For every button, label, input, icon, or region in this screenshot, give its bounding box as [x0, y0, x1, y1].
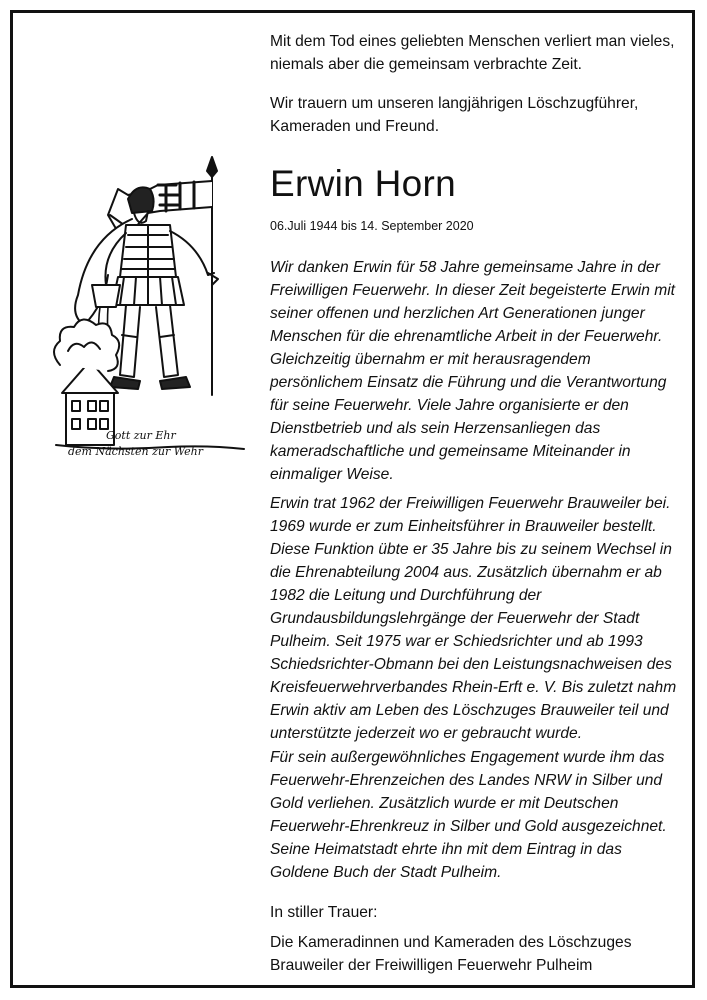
svg-text:dem Nächsten zur Wehr: dem Nächsten zur Wehr — [68, 445, 203, 458]
mourning-statement: Wir trauern um unseren langjährigen Löschzugführer, Kameraden und Freund. — [270, 95, 639, 135]
in-stiller-trauer: In stiller Trauer: — [270, 904, 378, 921]
svg-text:Gott zur Ehr: Gott zur Ehr — [106, 429, 176, 442]
tribute-paragraph: Wir danken Erwin für 58 Jahre gemeinsame Jahre in der Freiwilligen Feuerwehr. In dieser Zeit begeisterte Erwin mit seiner offenen und herzlichen Art Generationen junger Menschen für die ehrenamtliche Arbeit in der Feuerwehr. Gleichzeitig übernahm er mit herausragendem persönlichem Einsatz die Führung und die Verantwortung für seine Feuerwehr. Viele Jahre organisierte er den Dienstbetrieb und als sein Herzensanliegen das kameradschaftliche und gemeinsame Miteinander in einmaliger Weise. — [270, 259, 676, 483]
st-florian-fireman-icon — [48, 155, 248, 460]
honors-paragraph: Für sein außergewöhnliches Engagement wurde ihm das Feuerwehr-Ehrenzeichen des Landes NRW in Silber und Gold verliehen. Zusätzlich wurde er mit Deutschen Feuerwehr-Ehrenkreuz in Silber und Gold ausgezeichnet. Seine Heimatstadt ehrte ihn mit dem Eintrag in das Goldene Buch der Stadt Pulheim. — [270, 749, 667, 881]
career-paragraph: Erwin trat 1962 der Freiwilligen Feuerwehr Brauweiler bei. 1969 wurde er zum Einheitsführer in Brauweiler bestellt. Diese Funktion übte er 35 Jahre bis zu seinem Wechsel in die Ehrenabteilung 2004 aus. Zusätzlich übernahm er ab 1982 die Leitung und Durchführung der Grundausbildungslehrgänge der Feuerwehr der Stadt Pulheim. Seit 1975 war er Schiedsrichter und ab 1993 Schiedsrichter-Obmann bei den Leistungsnachweisen des Kreisfeuerwehrverbandes Rhein-Erft e. V. Bis zuletzt nahm Erwin aktiv am Leben des Löschzuges Brauweiler teil und unterstützte jederzeit wo er gebraucht wurde. — [270, 495, 677, 742]
life-dates: 06.Juli 1944 bis 14. September 2020 — [270, 219, 474, 233]
signoff: Die Kameradinnen und Kameraden des Löschzuges Brauweiler der Freiwilligen Feuerwehr Pulheim — [270, 934, 632, 974]
deceased-name: Erwin Horn — [270, 163, 456, 204]
opening-quote: Mit dem Tod eines geliebten Menschen verliert man vieles, niemals aber die gemeinsam verbrachte Zeit. — [270, 33, 675, 73]
